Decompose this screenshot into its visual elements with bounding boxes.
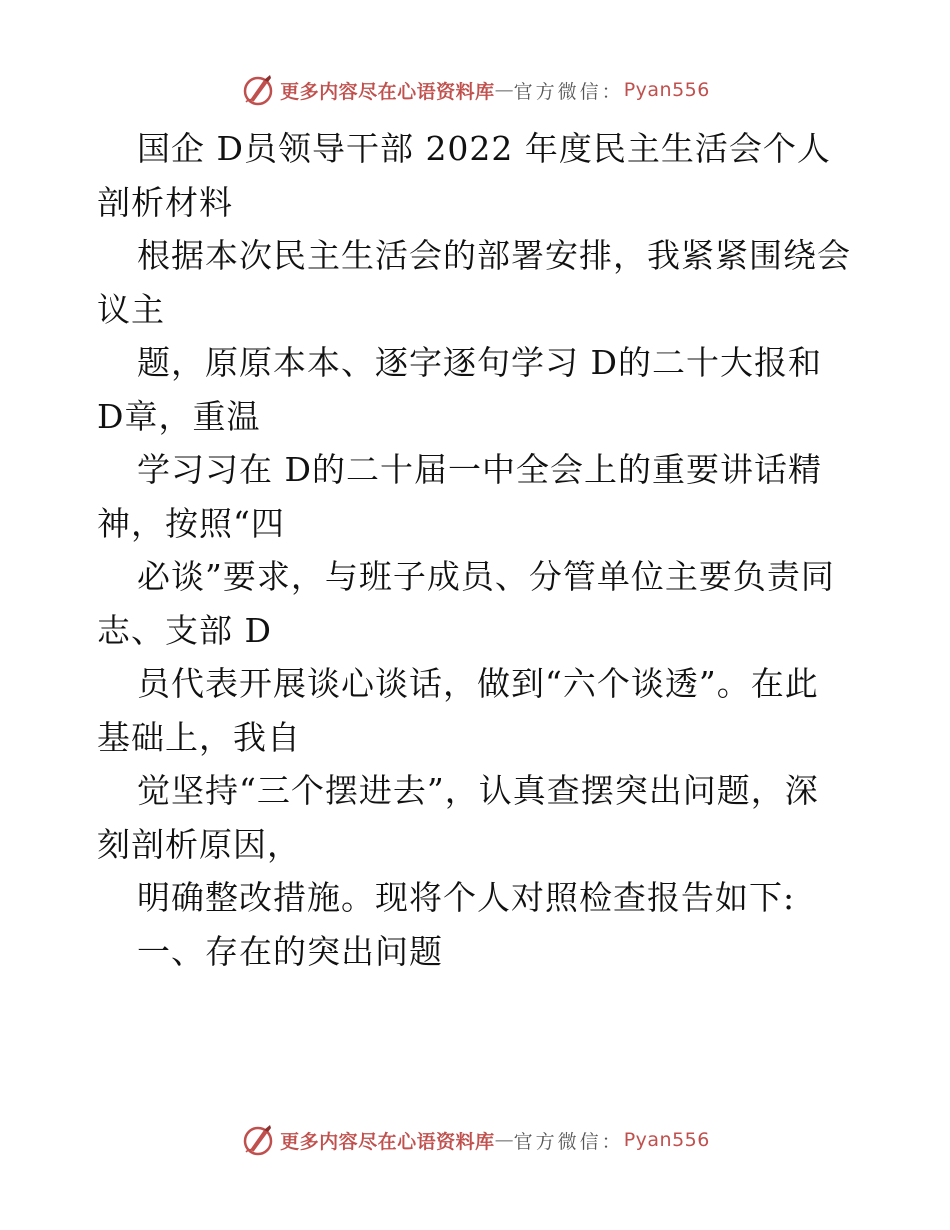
paragraph-line: 题，原原本本、逐字逐句学习 D的二十大报和	[137, 343, 822, 382]
watermark-dash: —	[494, 1129, 514, 1151]
document-title-line-1: 国企 D员领导干部 2022 年度民主生活会个人	[137, 129, 831, 168]
watermark-wechat-id: Pyan556	[623, 79, 710, 101]
footer-watermark	[0, 1120, 950, 1160]
paragraph-line: D章，重温	[97, 396, 261, 436]
paragraph-line: 明确整改措施。现将个人对照检查报告如下:	[137, 878, 796, 917]
watermark-wechat-label: 官方微信：	[513, 1130, 624, 1153]
document-title-line-2: 剖析材料	[97, 182, 233, 222]
paragraph-line: 根据本次民主生活会的部署安排，我紧紧围绕会	[137, 236, 851, 275]
watermark-wechat-id: Pyan556	[623, 1129, 710, 1151]
watermark-main-text: 更多内容尽在心语资料库	[280, 1130, 495, 1153]
paragraph-line: 志、支部 D	[97, 610, 272, 650]
paragraph-line: 觉坚持“三个摆进去”，认真查摆突出问题，深	[137, 771, 819, 810]
quill-pen-circle-icon	[240, 1122, 276, 1158]
watermark-dash: —	[494, 79, 514, 101]
paragraph-line: 学习习在 D的二十届一中全会上的重要讲话精	[137, 450, 822, 489]
paragraph-line: 刻剖析原因，	[97, 824, 301, 864]
document-body	[97, 122, 867, 978]
paragraph-line: 员代表开展谈心谈话，做到“六个谈透”。在此	[137, 664, 819, 703]
paragraph-line: 必谈”要求，与班子成员、分管单位主要负责同	[137, 557, 835, 596]
quill-pen-circle-icon	[240, 72, 276, 108]
watermark-main-text: 更多内容尽在心语资料库	[280, 80, 495, 103]
header-watermark	[0, 70, 950, 110]
watermark-wechat-label: 官方微信：	[513, 80, 624, 103]
paragraph-line: 神，按照“四	[97, 503, 285, 543]
paragraph-line: 基础上，我自	[97, 717, 301, 757]
section-heading: 一、存在的突出问题	[137, 931, 443, 971]
paragraph-line: 议主	[97, 289, 165, 329]
